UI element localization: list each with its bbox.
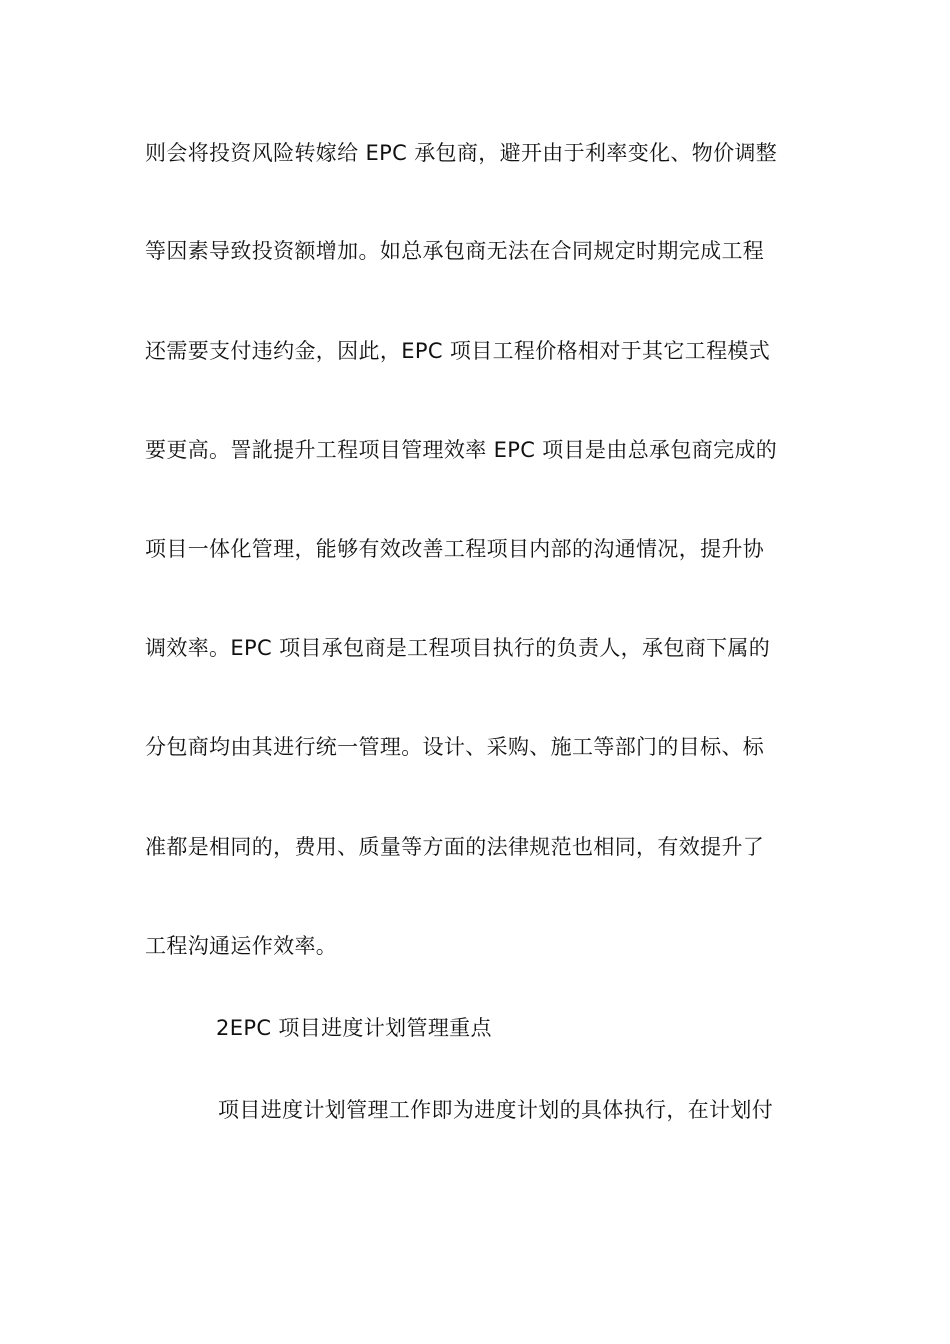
section-paragraph-line: 项目进度计划管理工作即为进度计划的具体执行，在计划付 (218, 1098, 774, 1122)
section-heading: 2EPC 项目进度计划管理重点 (216, 1016, 492, 1040)
text-line: 工程沟通运作效率。 (145, 934, 338, 958)
text-line: 还需要支付违约金，因此，EPC 项目工程价格相对于其它工程模式 (145, 339, 771, 363)
text-line: 等因素导致投资额增加。如总承包商无法在合同规定时期完成工程 (145, 239, 765, 263)
text-line: 调效率。EPC 项目承包商是工程项目执行的负责人，承包商下属的 (145, 636, 771, 660)
text-line: 项目一体化管理，能够有效改善工程项目内部的沟通情况，提升协 (145, 537, 765, 561)
text-line: 则会将投资风险转嫁给 EPC 承包商，避开由于利率变化、物价调整 (145, 141, 778, 165)
text-line: 准都是相同的，费用、质量等方面的法律规范也相同，有效提升了 (145, 835, 765, 859)
text-line: 要更高。詈訛提升工程项目管理效率 EPC 项目是由总承包商完成的 (145, 438, 778, 462)
text-line: 分包商均由其进行统一管理。设计、采购、施工等部门的目标、标 (145, 735, 765, 759)
